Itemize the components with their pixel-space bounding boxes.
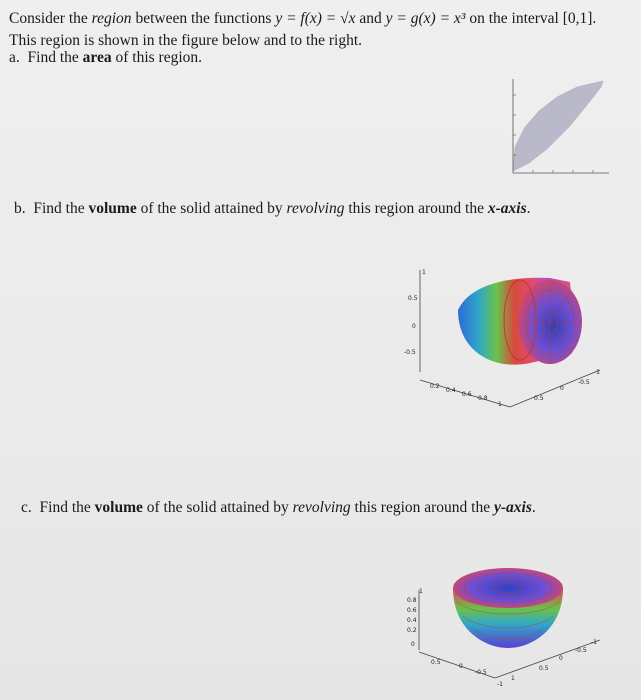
z-tick-neg-0.5: -0.5: [575, 647, 587, 654]
z-tick-1: 1: [511, 675, 515, 682]
y-tick-1: 1: [419, 588, 423, 595]
x-axis-word: x-axis: [487, 200, 527, 217]
g-expression: y = g(x) = x³: [385, 10, 466, 27]
y-tick-0.6: 0.6: [407, 607, 417, 614]
part-b-marker: b.: [14, 200, 26, 217]
f-expression: y = f(x) = √x: [275, 10, 356, 27]
x-tick-0.2: 0.2: [430, 383, 440, 390]
y-tick-0.4: 0.4: [407, 617, 417, 624]
y-tick-0.5: 0.5: [408, 295, 418, 302]
area-word: area: [82, 49, 112, 66]
intro-line-1: Consider the region between the functions y = f(x) = √x and y = g(x) = x³ on the interval [0,1].: [9, 10, 597, 27]
z-tick-0.5: 0.5: [534, 395, 544, 402]
part-c-question: c. Find the volume of the solid attained by revolving this region around the y-axis.: [21, 499, 536, 516]
region-shape: [513, 81, 603, 171]
x-tick-0.6: 0.6: [462, 391, 472, 398]
z-tick-neg-1: -1: [591, 639, 597, 646]
x-tick-0.5: 0.5: [431, 659, 441, 666]
part-a-question: a. Find the area of this region.: [9, 49, 203, 66]
x-axis-revolution-figure: [400, 262, 605, 442]
y-tick-0: 0: [412, 323, 416, 330]
z-tick-0: 0: [560, 385, 564, 392]
y-tick-0.8: 0.8: [407, 597, 417, 604]
y-axis-word: y-axis: [494, 499, 532, 516]
part-b-question: b. Find the volume of the solid attained by revolving this region around the x-axis.: [14, 200, 531, 217]
x-tick-1: 1: [498, 401, 502, 408]
x-tick-0: 0: [459, 663, 463, 670]
y-tick-neg-0.5: -0.5: [404, 349, 416, 356]
x-tick-0.4: 0.4: [446, 387, 456, 394]
z-tick-0: 0: [559, 655, 563, 662]
part-a-marker: a.: [9, 49, 20, 66]
y-tick-1: 1: [422, 269, 426, 276]
intro-line-2: This region is shown in the figure below and to the right.: [9, 32, 362, 49]
z-tick-0.5: 0.5: [539, 665, 549, 672]
part-c-marker: c.: [21, 499, 32, 516]
region-figure: [505, 75, 615, 187]
y-tick-0.2: 0.2: [407, 627, 417, 634]
x-tick-0.8: 0.8: [478, 395, 488, 402]
bowl-rim: [453, 568, 563, 608]
x-tick-neg-1: -1: [497, 681, 503, 688]
z-tick-neg-0.5: -0.5: [578, 379, 590, 386]
y-axis-revolution-figure: [405, 560, 605, 695]
y-tick-0: 0: [411, 641, 415, 648]
x-tick-neg-0.5: -0.5: [475, 669, 487, 676]
horizontal-axis: [510, 370, 600, 407]
z-tick-neg-1: -1: [594, 369, 600, 376]
region-word: region: [91, 10, 132, 27]
